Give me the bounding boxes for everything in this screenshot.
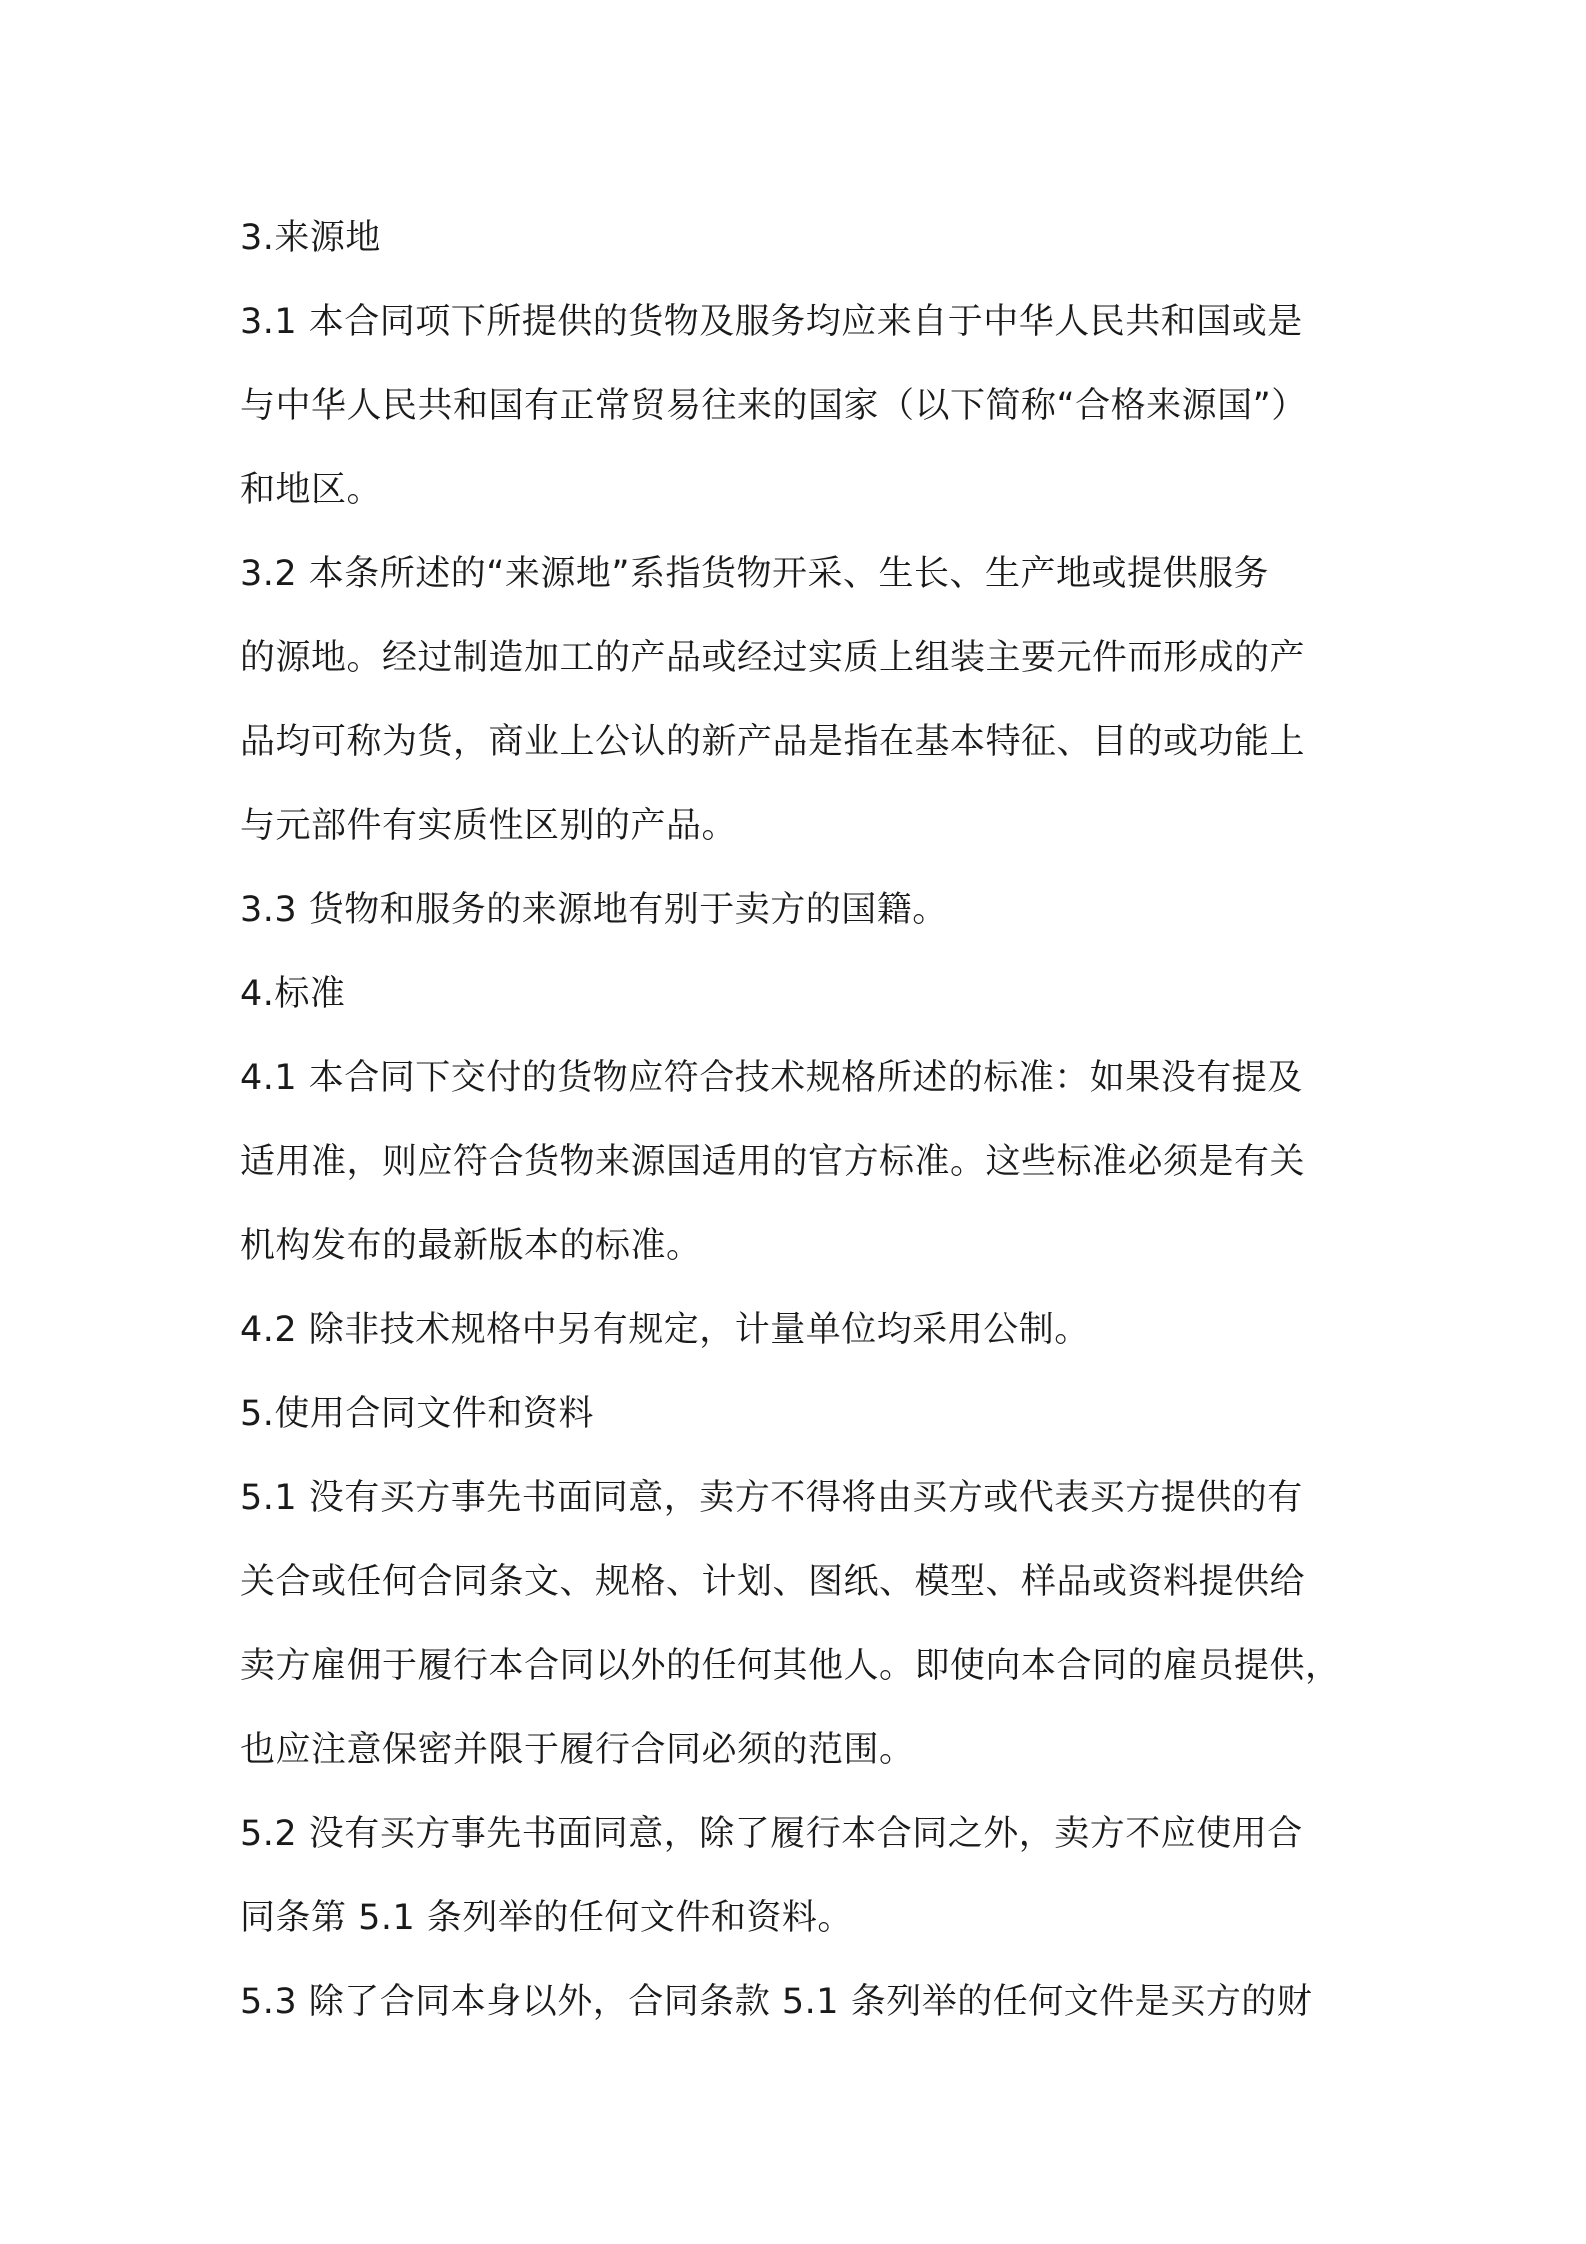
clause-3-2-line-3: 品均可称为货，商业上公认的新产品是指在基本特征、目的或功能上 [240,722,1306,762]
clause-3-3-line-1: 3.3 货物和服务的来源地有别于卖方的国籍。 [240,890,948,930]
clause-3-2-line-2: 的源地。经过制造加工的产品或经过实质上组装主要元件而形成的产 [240,638,1306,678]
clause-5-1-line-4: 也应注意保密并限于履行合同必须的范围。 [240,1730,915,1770]
section-heading-standards: 4.标准 [240,974,346,1014]
clause-3-1-line-3: 和地区。 [240,470,383,510]
clause-5-2-line-1: 5.2 没有买方事先书面同意，除了履行本合同之外，卖方不应使用合 [240,1814,1303,1854]
clause-4-1-line-2: 适用准，则应符合货物来源国适用的官方标准。这些标准必须是有关 [240,1142,1306,1182]
clause-4-1-line-1: 4.1 本合同下交付的货物应符合技术规格所述的标准：如果没有提及 [240,1058,1303,1098]
clause-3-1-line-1: 3.1 本合同项下所提供的货物及服务均应来自于中华人民共和国或是 [240,302,1303,342]
clause-5-1-line-2: 关合或任何合同条文、规格、计划、图纸、模型、样品或资料提供给 [240,1562,1306,1602]
clause-4-2-line-1: 4.2 除非技术规格中另有规定，计量单位均采用公制。 [240,1310,1090,1350]
document-page [240,196,1360,2044]
clause-3-2-line-4: 与元部件有实质性区别的产品。 [240,806,738,846]
clause-3-1-line-2: 与中华人民共和国有正常贸易往来的国家（以下简称“合格来源国”） [240,386,1307,426]
section-heading-contract-documents: 5.使用合同文件和资料 [240,1394,594,1434]
clause-5-3-line-1: 5.3 除了合同本身以外，合同条款 5.1 条列举的任何文件是买方的财 [240,1982,1313,2022]
clause-3-2-line-1: 3.2 本条所述的“来源地”系指货物开采、生长、生产地或提供服务 [240,554,1270,594]
clause-5-1-line-1: 5.1 没有买方事先书面同意，卖方不得将由买方或代表买方提供的有 [240,1478,1303,1518]
clause-5-1-line-3: 卖方雇佣于履行本合同以外的任何其他人。即使向本合同的雇员提供， [240,1646,1341,1686]
section-heading-origin: 3.来源地 [240,218,381,258]
clause-4-1-line-3: 机构发布的最新版本的标准。 [240,1226,702,1266]
clause-5-2-line-2: 同条第 5.1 条列举的任何文件和资料。 [240,1898,853,1938]
